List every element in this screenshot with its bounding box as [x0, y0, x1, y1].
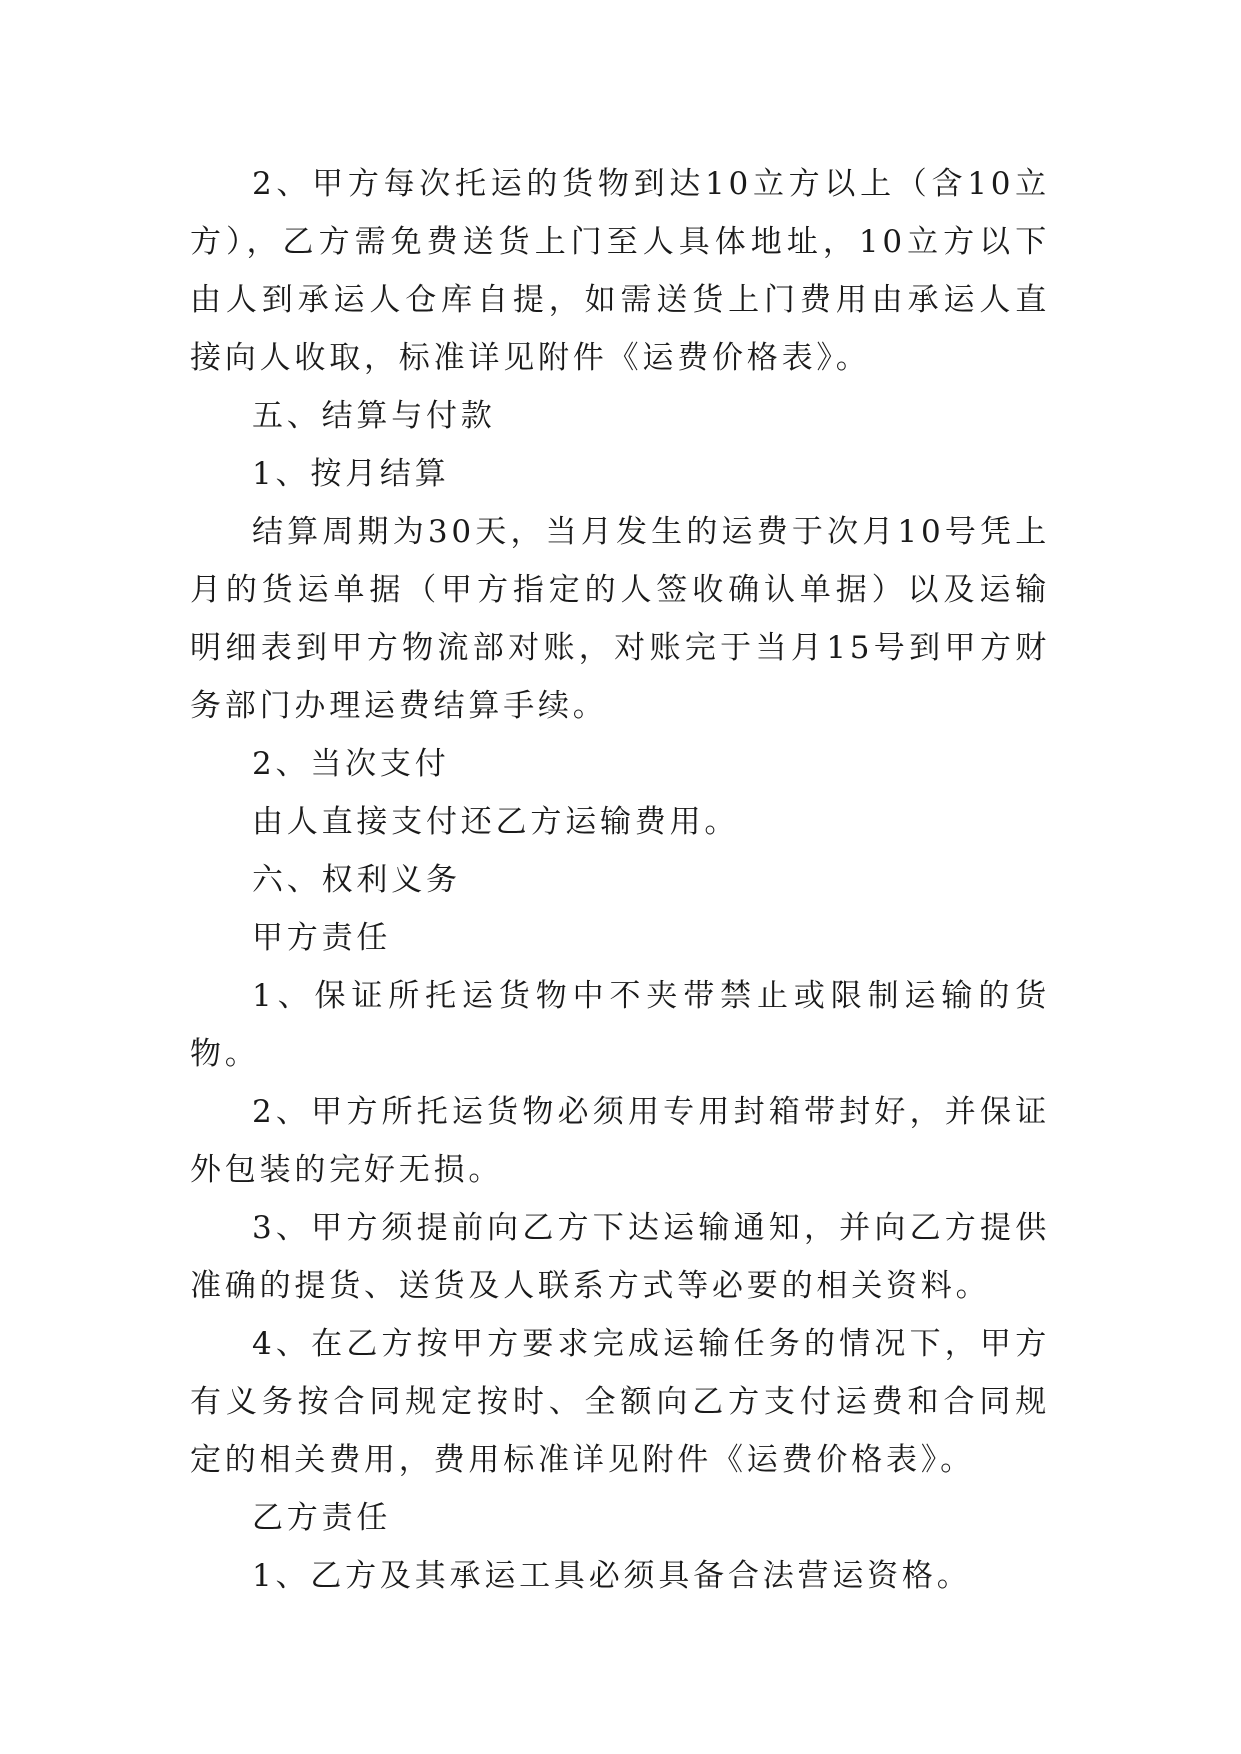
- paragraph-direct-payment: 由人直接支付还乙方运输费用。: [252, 804, 740, 840]
- paragraph-settlement-cycle: 结算周期为30天，当月发生的运费于次月10号凭上月的货运单据（甲方指定的人签收确认单据）以及运输明细表到甲方物流部对账，对账完于当月15号到甲方财务部门办理运费结算手续。: [190, 514, 1050, 724]
- document-body: [190, 155, 1050, 1605]
- section-heading-rights-obligations: 六、权利义务: [252, 862, 461, 898]
- paragraph-delivery-terms: 2、甲方每次托运的货物到达10立方以上（含10立方），乙方需免费送货上门至人具体地址，10立方以下由人到承运人仓库自提，如需送货上门费用由承运人直接向人收取，标准详见附件《运费价格表》。: [190, 166, 1050, 376]
- clause-party-a-1: 1、保证所托运货物中不夹带禁止或限制运输的货物。: [190, 978, 1050, 1072]
- clause-party-a-4: 4、在乙方按甲方要求完成运输任务的情况下，甲方有义务按合同规定按时、全额向乙方支付运费和合同规定的相关费用，费用标准详见附件《运费价格表》。: [190, 1326, 1050, 1478]
- subheading-per-shipment-payment: 2、当次支付: [252, 746, 450, 782]
- clause-party-b-1: 1、乙方及其承运工具必须具备合法营运资格。: [252, 1558, 972, 1594]
- subheading-party-b-responsibility: 乙方责任: [252, 1500, 392, 1536]
- subheading-monthly-settlement: 1、按月结算: [252, 456, 450, 492]
- section-heading-settlement: 五、结算与付款: [252, 398, 496, 434]
- clause-party-a-3: 3、甲方须提前向乙方下达运输通知，并向乙方提供准确的提货、送货及人联系方式等必要的相关资料。: [190, 1210, 1050, 1304]
- clause-party-a-2: 2、甲方所托运货物必须用专用封箱带封好，并保证外包装的完好无损。: [190, 1094, 1050, 1188]
- subheading-party-a-responsibility: 甲方责任: [252, 920, 392, 956]
